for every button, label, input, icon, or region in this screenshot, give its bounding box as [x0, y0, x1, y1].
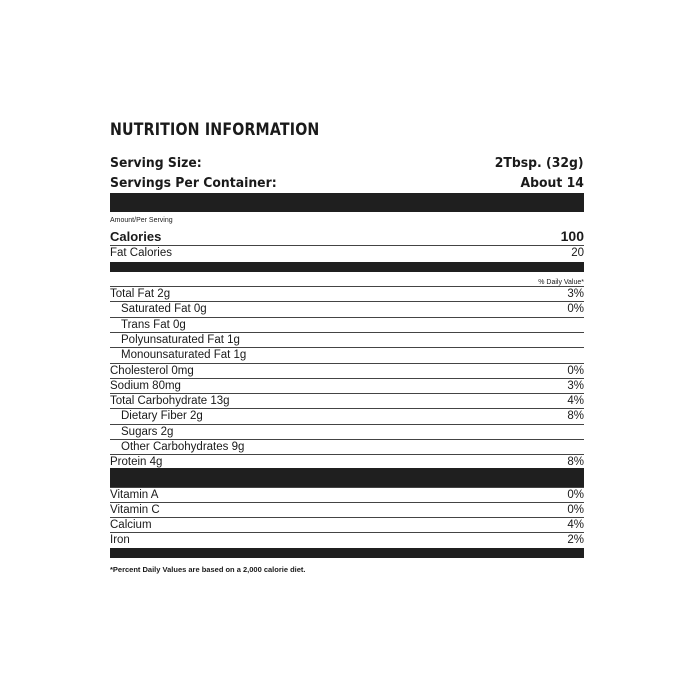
nutrient-row — [110, 394, 584, 409]
fat-calories-value: 20 — [571, 247, 584, 259]
row-label: Cholesterol 0mg — [110, 364, 194, 377]
serving-size-row — [110, 155, 584, 171]
panel-title: NUTRITION INFORMATION — [110, 120, 320, 139]
nutrient-row — [110, 318, 584, 333]
servings-per-container-row — [110, 175, 584, 191]
thick-divider — [110, 193, 584, 212]
nutrient-row — [110, 333, 584, 348]
nutrient-row — [110, 425, 584, 440]
servings-per-container-value: About 14 — [520, 175, 584, 191]
row-daily-value: 4% — [567, 395, 584, 408]
thick-divider — [110, 468, 584, 487]
vitamin-row — [110, 518, 584, 533]
serving-size-value: 2Tbsp. (32g) — [495, 155, 584, 171]
row-label: Total Fat 2g — [110, 288, 171, 300]
footnote: *Percent Daily Values are based on a 2,000 calorie diet. — [110, 565, 306, 574]
row-label: Vitamin C — [110, 503, 160, 516]
calories-row — [110, 229, 584, 244]
row-label: Polyunsaturated Fat 1g — [121, 333, 240, 346]
vitamin-row — [110, 503, 584, 518]
fat-calories-label: Fat Calories — [110, 247, 172, 259]
row-label: Total Carbohydrate 13g — [110, 395, 230, 408]
row-label: Vitamin A — [110, 488, 159, 501]
medium-divider — [110, 548, 584, 558]
nutrient-row — [110, 440, 584, 455]
row-label: Sugars 2g — [121, 425, 174, 438]
nutrient-row — [110, 364, 584, 379]
nutrient-row — [110, 287, 584, 302]
calories-value: 100 — [560, 228, 584, 244]
row-label: Iron — [110, 534, 130, 547]
calories-label: Calories — [110, 229, 162, 244]
row-daily-value: 0% — [567, 364, 584, 377]
nutrient-row — [110, 348, 584, 363]
row-daily-value: 3% — [567, 379, 584, 392]
row-label: Trans Fat 0g — [121, 318, 186, 331]
row-daily-value: 4% — [567, 519, 584, 532]
nutrient-row — [110, 302, 584, 317]
row-label: Dietary Fiber 2g — [121, 410, 203, 423]
daily-value-header: % Daily Value* — [538, 279, 584, 286]
nutrient-row — [110, 409, 584, 424]
amount-per-serving: Amount/Per Serving — [110, 217, 173, 224]
row-daily-value: 0% — [567, 503, 584, 516]
row-label: Protein 4g — [110, 456, 163, 469]
nutrient-row — [110, 379, 584, 394]
row-label: Saturated Fat 0g — [121, 303, 207, 316]
row-label: Other Carbohydrates 9g — [121, 441, 245, 453]
row-daily-value: 8% — [567, 456, 584, 469]
fat-calories-row — [110, 246, 584, 261]
row-daily-value: 3% — [567, 288, 584, 300]
vitamin-row — [110, 533, 584, 548]
row-daily-value: 0% — [567, 303, 584, 316]
vitamin-row — [110, 488, 584, 503]
servings-per-container-label: Servings Per Container: — [110, 175, 277, 191]
row-daily-value: 2% — [567, 534, 584, 547]
row-label: Sodium 80mg — [110, 379, 181, 392]
row-label: Calcium — [110, 519, 152, 532]
serving-size-label: Serving Size: — [110, 155, 202, 171]
row-label: Monounsaturated Fat 1g — [121, 349, 247, 362]
medium-divider — [110, 262, 584, 272]
row-daily-value: 8% — [567, 410, 584, 423]
row-daily-value: 0% — [567, 488, 584, 501]
